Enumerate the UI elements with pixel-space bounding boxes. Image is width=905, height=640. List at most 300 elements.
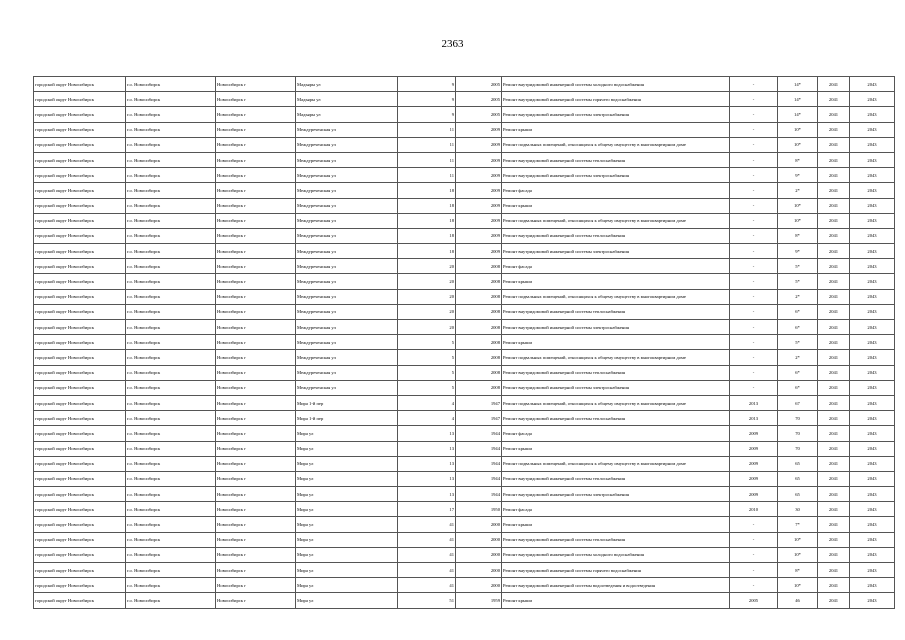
table-row xyxy=(34,198,895,213)
cell-locality: Новосибирск г xyxy=(216,532,296,547)
cell-work-type: Ремонт внутридомовой инженерной системы электроснабжения xyxy=(502,107,730,122)
cell-district: г.о. Новосибирск xyxy=(126,213,216,228)
cell-period-start: 2041 xyxy=(818,213,850,228)
cell-house-number: 9 xyxy=(398,107,456,122)
cell-district: г.о. Новосибирск xyxy=(126,593,216,608)
cell-period-end: 2043 xyxy=(850,92,895,107)
cell-period-end: 2043 xyxy=(850,563,895,578)
cell-last-repair-year: - xyxy=(730,137,778,152)
cell-period-start: 2041 xyxy=(818,502,850,517)
cell-last-repair-year: - xyxy=(730,198,778,213)
cell-street: Междуреченская ул xyxy=(296,320,398,335)
cell-build-year: 2008 xyxy=(456,365,502,380)
cell-wear-percent: 10* xyxy=(778,532,818,547)
cell-period-end: 2043 xyxy=(850,532,895,547)
cell-period-end: 2043 xyxy=(850,183,895,198)
cell-municipality: городской округ Новосибирск xyxy=(34,411,126,426)
cell-period-start: 2041 xyxy=(818,532,850,547)
cell-period-end: 2043 xyxy=(850,426,895,441)
cell-period-end: 2043 xyxy=(850,365,895,380)
cell-municipality: городской округ Новосибирск xyxy=(34,122,126,137)
cell-period-start: 2041 xyxy=(818,335,850,350)
cell-locality: Новосибирск г xyxy=(216,517,296,532)
cell-work-type: Ремонт подвальных помещений, относящихся к общему имуществу в многоквартирном доме xyxy=(502,456,730,471)
cell-house-number: 13 xyxy=(398,441,456,456)
page-number: 2363 xyxy=(441,38,464,50)
cell-locality: Новосибирск г xyxy=(216,411,296,426)
cell-street: Мира ул xyxy=(296,487,398,502)
cell-house-number: 11 xyxy=(398,152,456,167)
cell-last-repair-year: 2010 xyxy=(730,502,778,517)
cell-last-repair-year: - xyxy=(730,563,778,578)
cell-locality: Новосибирск г xyxy=(216,578,296,593)
cell-period-start: 2041 xyxy=(818,122,850,137)
cell-house-number: 11 xyxy=(398,137,456,152)
cell-house-number: 13 xyxy=(398,471,456,486)
cell-house-number: 4 xyxy=(398,411,456,426)
cell-municipality: городской округ Новосибирск xyxy=(34,335,126,350)
cell-build-year: 2000 xyxy=(456,563,502,578)
cell-municipality: городской округ Новосибирск xyxy=(34,304,126,319)
table-row xyxy=(34,183,895,198)
cell-period-start: 2041 xyxy=(818,244,850,259)
cell-wear-percent: 65 xyxy=(778,487,818,502)
cell-municipality: городской округ Новосибирск xyxy=(34,502,126,517)
cell-district: г.о. Новосибирск xyxy=(126,456,216,471)
cell-period-start: 2041 xyxy=(818,380,850,395)
cell-street: Мадьяры ул xyxy=(296,77,398,92)
cell-work-type: Ремонт крыши xyxy=(502,198,730,213)
cell-locality: Новосибирск г xyxy=(216,289,296,304)
cell-district: г.о. Новосибирск xyxy=(126,122,216,137)
cell-period-end: 2043 xyxy=(850,547,895,562)
cell-build-year: 2009 xyxy=(456,228,502,243)
cell-municipality: городской округ Новосибирск xyxy=(34,441,126,456)
cell-locality: Новосибирск г xyxy=(216,77,296,92)
cell-locality: Новосибирск г xyxy=(216,137,296,152)
cell-work-type: Ремонт крыши xyxy=(502,593,730,608)
cell-municipality: городской округ Новосибирск xyxy=(34,77,126,92)
cell-period-start: 2041 xyxy=(818,152,850,167)
table-row xyxy=(34,244,895,259)
cell-district: г.о. Новосибирск xyxy=(126,274,216,289)
cell-build-year: 2000 xyxy=(456,532,502,547)
cell-period-start: 2041 xyxy=(818,411,850,426)
cell-street: Междуреченская ул xyxy=(296,213,398,228)
table-row xyxy=(34,213,895,228)
cell-house-number: 41 xyxy=(398,517,456,532)
cell-work-type: Ремонт внутридомовой инженерной системы электроснабжения xyxy=(502,168,730,183)
cell-work-type: Ремонт крыши xyxy=(502,335,730,350)
cell-wear-percent: 7* xyxy=(778,517,818,532)
cell-work-type: Ремонт внутридомовой инженерной системы теплоснабжения xyxy=(502,471,730,486)
cell-work-type: Ремонт внутридомовой инженерной системы горячего водоснабжения xyxy=(502,563,730,578)
cell-house-number: 18 xyxy=(398,213,456,228)
cell-house-number: 5 xyxy=(398,380,456,395)
cell-locality: Новосибирск г xyxy=(216,365,296,380)
cell-locality: Новосибирск г xyxy=(216,259,296,274)
cell-municipality: городской округ Новосибирск xyxy=(34,532,126,547)
cell-house-number: 41 xyxy=(398,563,456,578)
table-row xyxy=(34,517,895,532)
cell-house-number: 18 xyxy=(398,244,456,259)
cell-work-type: Ремонт внутридомовой инженерной системы электроснабжения xyxy=(502,487,730,502)
cell-district: г.о. Новосибирск xyxy=(126,380,216,395)
cell-street: Междуреченская ул xyxy=(296,137,398,152)
table-row xyxy=(34,426,895,441)
cell-work-type: Ремонт внутридомовой инженерной системы электроснабжения xyxy=(502,380,730,395)
table-row xyxy=(34,365,895,380)
cell-locality: Новосибирск г xyxy=(216,456,296,471)
cell-last-repair-year: - xyxy=(730,547,778,562)
cell-house-number: 20 xyxy=(398,289,456,304)
cell-last-repair-year: - xyxy=(730,320,778,335)
cell-period-start: 2041 xyxy=(818,487,850,502)
cell-wear-percent: 5* xyxy=(778,259,818,274)
cell-municipality: городской округ Новосибирск xyxy=(34,244,126,259)
cell-wear-percent: 14* xyxy=(778,107,818,122)
table-body xyxy=(34,77,895,609)
table-row xyxy=(34,456,895,471)
cell-period-end: 2043 xyxy=(850,152,895,167)
cell-period-end: 2043 xyxy=(850,471,895,486)
cell-district: г.о. Новосибирск xyxy=(126,335,216,350)
cell-street: Междуреченская ул xyxy=(296,244,398,259)
cell-last-repair-year: - xyxy=(730,228,778,243)
cell-municipality: городской округ Новосибирск xyxy=(34,563,126,578)
cell-period-end: 2043 xyxy=(850,335,895,350)
cell-locality: Новосибирск г xyxy=(216,122,296,137)
cell-last-repair-year: 2009 xyxy=(730,426,778,441)
cell-wear-percent: 67 xyxy=(778,395,818,410)
cell-last-repair-year: 2009 xyxy=(730,471,778,486)
cell-street: Мира ул xyxy=(296,502,398,517)
cell-district: г.о. Новосибирск xyxy=(126,168,216,183)
cell-street: Междуреченская ул xyxy=(296,350,398,365)
cell-work-type: Ремонт внутридомовой инженерной системы водоотведения и водоотведения xyxy=(502,578,730,593)
cell-municipality: городской округ Новосибирск xyxy=(34,259,126,274)
table-row xyxy=(34,532,895,547)
cell-build-year: 2000 xyxy=(456,547,502,562)
cell-house-number: 20 xyxy=(398,304,456,319)
cell-period-start: 2041 xyxy=(818,517,850,532)
cell-last-repair-year: - xyxy=(730,259,778,274)
table-row xyxy=(34,259,895,274)
cell-district: г.о. Новосибирск xyxy=(126,350,216,365)
cell-period-start: 2041 xyxy=(818,259,850,274)
table-row xyxy=(34,380,895,395)
cell-work-type: Ремонт фасада xyxy=(502,183,730,198)
cell-last-repair-year: - xyxy=(730,77,778,92)
table-row xyxy=(34,137,895,152)
cell-work-type: Ремонт внутридомовой инженерной системы горячего водоснабжения xyxy=(502,92,730,107)
table-row xyxy=(34,107,895,122)
cell-district: г.о. Новосибирск xyxy=(126,92,216,107)
cell-locality: Новосибирск г xyxy=(216,320,296,335)
table-row xyxy=(34,122,895,137)
cell-municipality: городской округ Новосибирск xyxy=(34,289,126,304)
cell-wear-percent: 10* xyxy=(778,122,818,137)
cell-street: Мира ул xyxy=(296,517,398,532)
cell-locality: Новосибирск г xyxy=(216,487,296,502)
cell-street: Междуреченская ул xyxy=(296,289,398,304)
cell-street: Междуреченская ул xyxy=(296,168,398,183)
cell-municipality: городской округ Новосибирск xyxy=(34,471,126,486)
cell-house-number: 4 xyxy=(398,395,456,410)
table-row xyxy=(34,274,895,289)
cell-period-start: 2041 xyxy=(818,289,850,304)
cell-period-end: 2043 xyxy=(850,380,895,395)
cell-period-start: 2041 xyxy=(818,593,850,608)
cell-period-start: 2041 xyxy=(818,228,850,243)
cell-period-start: 2041 xyxy=(818,304,850,319)
cell-last-repair-year: - xyxy=(730,107,778,122)
cell-street: Мира ул xyxy=(296,547,398,562)
cell-municipality: городской округ Новосибирск xyxy=(34,426,126,441)
cell-period-end: 2043 xyxy=(850,578,895,593)
cell-street: Мира ул xyxy=(296,593,398,608)
cell-period-end: 2043 xyxy=(850,107,895,122)
cell-build-year: 2008 xyxy=(456,335,502,350)
cell-work-type: Ремонт фасада xyxy=(502,426,730,441)
cell-work-type: Ремонт подвальных помещений, относящихся к общему имуществу в многоквартирном доме xyxy=(502,137,730,152)
cell-municipality: городской округ Новосибирск xyxy=(34,487,126,502)
cell-last-repair-year: 2009 xyxy=(730,487,778,502)
cell-locality: Новосибирск г xyxy=(216,593,296,608)
cell-period-end: 2043 xyxy=(850,350,895,365)
table-row xyxy=(34,228,895,243)
cell-street: Междуреченская ул xyxy=(296,259,398,274)
cell-locality: Новосибирск г xyxy=(216,426,296,441)
cell-last-repair-year: 2013 xyxy=(730,411,778,426)
cell-work-type: Ремонт внутридомовой инженерной системы теплоснабжения xyxy=(502,304,730,319)
cell-work-type: Ремонт внутридомовой инженерной системы теплоснабжения xyxy=(502,411,730,426)
cell-last-repair-year: 2009 xyxy=(730,456,778,471)
cell-period-start: 2041 xyxy=(818,137,850,152)
cell-house-number: 41 xyxy=(398,547,456,562)
cell-municipality: городской округ Новосибирск xyxy=(34,168,126,183)
cell-street: Междуреченская ул xyxy=(296,335,398,350)
cell-build-year: 1959 xyxy=(456,593,502,608)
cell-build-year: 2009 xyxy=(456,122,502,137)
cell-house-number: 18 xyxy=(398,228,456,243)
cell-street: Мира ул xyxy=(296,456,398,471)
cell-build-year: 2008 xyxy=(456,304,502,319)
cell-build-year: 2009 xyxy=(456,168,502,183)
cell-build-year: 2000 xyxy=(456,517,502,532)
table-row xyxy=(34,593,895,608)
cell-house-number: 5 xyxy=(398,350,456,365)
cell-wear-percent: 70 xyxy=(778,441,818,456)
cell-last-repair-year: - xyxy=(730,578,778,593)
cell-district: г.о. Новосибирск xyxy=(126,259,216,274)
cell-wear-percent: 65 xyxy=(778,456,818,471)
cell-build-year: 2009 xyxy=(456,198,502,213)
cell-locality: Новосибирск г xyxy=(216,502,296,517)
cell-wear-percent: 8* xyxy=(778,228,818,243)
cell-municipality: городской округ Новосибирск xyxy=(34,380,126,395)
cell-house-number: 41 xyxy=(398,578,456,593)
cell-period-start: 2041 xyxy=(818,395,850,410)
cell-street: Мира 1-й пер xyxy=(296,411,398,426)
cell-period-end: 2043 xyxy=(850,320,895,335)
cell-street: Мира ул xyxy=(296,471,398,486)
cell-district: г.о. Новосибирск xyxy=(126,532,216,547)
cell-work-type: Ремонт крыши xyxy=(502,517,730,532)
cell-district: г.о. Новосибирск xyxy=(126,395,216,410)
table-row xyxy=(34,563,895,578)
cell-build-year: 2009 xyxy=(456,183,502,198)
cell-street: Междуреченская ул xyxy=(296,122,398,137)
cell-work-type: Ремонт внутридомовой инженерной системы теплоснабжения xyxy=(502,532,730,547)
cell-locality: Новосибирск г xyxy=(216,380,296,395)
cell-last-repair-year: - xyxy=(730,532,778,547)
cell-municipality: городской округ Новосибирск xyxy=(34,517,126,532)
cell-municipality: городской округ Новосибирск xyxy=(34,395,126,410)
cell-last-repair-year: - xyxy=(730,350,778,365)
table-row xyxy=(34,487,895,502)
cell-period-start: 2041 xyxy=(818,77,850,92)
cell-last-repair-year: 2013 xyxy=(730,395,778,410)
cell-work-type: Ремонт внутридомовой инженерной системы холодного водоснабжения xyxy=(502,547,730,562)
cell-municipality: городской округ Новосибирск xyxy=(34,152,126,167)
cell-build-year: 2009 xyxy=(456,213,502,228)
table-row xyxy=(34,92,895,107)
cell-period-start: 2041 xyxy=(818,320,850,335)
table-row xyxy=(34,395,895,410)
cell-district: г.о. Новосибирск xyxy=(126,183,216,198)
cell-wear-percent: 6* xyxy=(778,320,818,335)
table-row xyxy=(34,335,895,350)
cell-last-repair-year: - xyxy=(730,335,778,350)
cell-municipality: городской округ Новосибирск xyxy=(34,92,126,107)
cell-last-repair-year: - xyxy=(730,517,778,532)
cell-build-year: 1950 xyxy=(456,502,502,517)
cell-district: г.о. Новосибирск xyxy=(126,426,216,441)
cell-period-end: 2043 xyxy=(850,517,895,532)
cell-street: Междуреченская ул xyxy=(296,198,398,213)
cell-last-repair-year: - xyxy=(730,304,778,319)
cell-wear-percent: 46 xyxy=(778,593,818,608)
cell-wear-percent: 30 xyxy=(778,502,818,517)
cell-wear-percent: 10* xyxy=(778,547,818,562)
cell-work-type: Ремонт внутридомовой инженерной системы теплоснабжения xyxy=(502,365,730,380)
cell-house-number: 5 xyxy=(398,335,456,350)
cell-period-end: 2043 xyxy=(850,274,895,289)
cell-period-end: 2043 xyxy=(850,244,895,259)
cell-work-type: Ремонт подвальных помещений, относящихся к общему имуществу в многоквартирном доме xyxy=(502,395,730,410)
cell-last-repair-year: - xyxy=(730,244,778,259)
cell-locality: Новосибирск г xyxy=(216,304,296,319)
cell-last-repair-year: - xyxy=(730,122,778,137)
table-row xyxy=(34,152,895,167)
cell-street: Междуреченская ул xyxy=(296,228,398,243)
cell-district: г.о. Новосибирск xyxy=(126,320,216,335)
table-row xyxy=(34,77,895,92)
cell-period-start: 2041 xyxy=(818,92,850,107)
cell-house-number: 9 xyxy=(398,77,456,92)
cell-period-end: 2043 xyxy=(850,441,895,456)
cell-locality: Новосибирск г xyxy=(216,213,296,228)
capital-repair-table xyxy=(33,76,895,609)
cell-build-year: 2008 xyxy=(456,320,502,335)
cell-district: г.о. Новосибирск xyxy=(126,471,216,486)
cell-wear-percent: 70 xyxy=(778,411,818,426)
cell-period-start: 2041 xyxy=(818,441,850,456)
table-row xyxy=(34,289,895,304)
cell-municipality: городской округ Новосибирск xyxy=(34,228,126,243)
cell-locality: Новосибирск г xyxy=(216,441,296,456)
cell-district: г.о. Новосибирск xyxy=(126,502,216,517)
cell-build-year: 1944 xyxy=(456,471,502,486)
cell-street: Междуреченская ул xyxy=(296,365,398,380)
cell-district: г.о. Новосибирск xyxy=(126,487,216,502)
table-row xyxy=(34,578,895,593)
cell-wear-percent: 2* xyxy=(778,289,818,304)
cell-period-end: 2043 xyxy=(850,137,895,152)
cell-work-type: Ремонт крыши xyxy=(502,122,730,137)
cell-build-year: 2009 xyxy=(456,152,502,167)
cell-house-number: 20 xyxy=(398,259,456,274)
cell-district: г.о. Новосибирск xyxy=(126,152,216,167)
cell-street: Междуреченская ул xyxy=(296,183,398,198)
cell-locality: Новосибирск г xyxy=(216,471,296,486)
cell-district: г.о. Новосибирск xyxy=(126,228,216,243)
cell-locality: Новосибирск г xyxy=(216,335,296,350)
cell-period-start: 2041 xyxy=(818,456,850,471)
cell-house-number: 18 xyxy=(398,183,456,198)
cell-period-start: 2041 xyxy=(818,578,850,593)
cell-build-year: 2009 xyxy=(456,244,502,259)
cell-build-year: 2005 xyxy=(456,77,502,92)
cell-district: г.о. Новосибирск xyxy=(126,137,216,152)
cell-house-number: 20 xyxy=(398,320,456,335)
cell-locality: Новосибирск г xyxy=(216,395,296,410)
cell-build-year: 2008 xyxy=(456,350,502,365)
cell-period-end: 2043 xyxy=(850,395,895,410)
cell-build-year: 2008 xyxy=(456,259,502,274)
cell-municipality: городской округ Новосибирск xyxy=(34,578,126,593)
cell-work-type: Ремонт внутридомовой инженерной системы теплоснабжения xyxy=(502,228,730,243)
cell-locality: Новосибирск г xyxy=(216,563,296,578)
cell-period-end: 2043 xyxy=(850,198,895,213)
cell-work-type: Ремонт фасада xyxy=(502,502,730,517)
cell-municipality: городской округ Новосибирск xyxy=(34,350,126,365)
cell-build-year: 1944 xyxy=(456,456,502,471)
cell-work-type: Ремонт подвальных помещений, относящихся к общему имуществу в многоквартирном доме xyxy=(502,350,730,365)
cell-locality: Новосибирск г xyxy=(216,198,296,213)
cell-district: г.о. Новосибирск xyxy=(126,517,216,532)
cell-municipality: городской округ Новосибирск xyxy=(34,274,126,289)
cell-municipality: городской округ Новосибирск xyxy=(34,213,126,228)
cell-municipality: городской округ Новосибирск xyxy=(34,183,126,198)
cell-locality: Новосибирск г xyxy=(216,107,296,122)
cell-last-repair-year: - xyxy=(730,183,778,198)
cell-build-year: 2009 xyxy=(456,137,502,152)
cell-house-number: 13 xyxy=(398,426,456,441)
cell-period-end: 2043 xyxy=(850,593,895,608)
cell-last-repair-year: - xyxy=(730,152,778,167)
cell-last-repair-year: - xyxy=(730,380,778,395)
cell-street: Междуреченская ул xyxy=(296,380,398,395)
cell-build-year: 1947 xyxy=(456,411,502,426)
cell-district: г.о. Новосибирск xyxy=(126,563,216,578)
cell-build-year: 2000 xyxy=(456,578,502,593)
cell-street: Мира ул xyxy=(296,426,398,441)
cell-house-number: 17 xyxy=(398,502,456,517)
table-row xyxy=(34,502,895,517)
cell-period-end: 2043 xyxy=(850,168,895,183)
